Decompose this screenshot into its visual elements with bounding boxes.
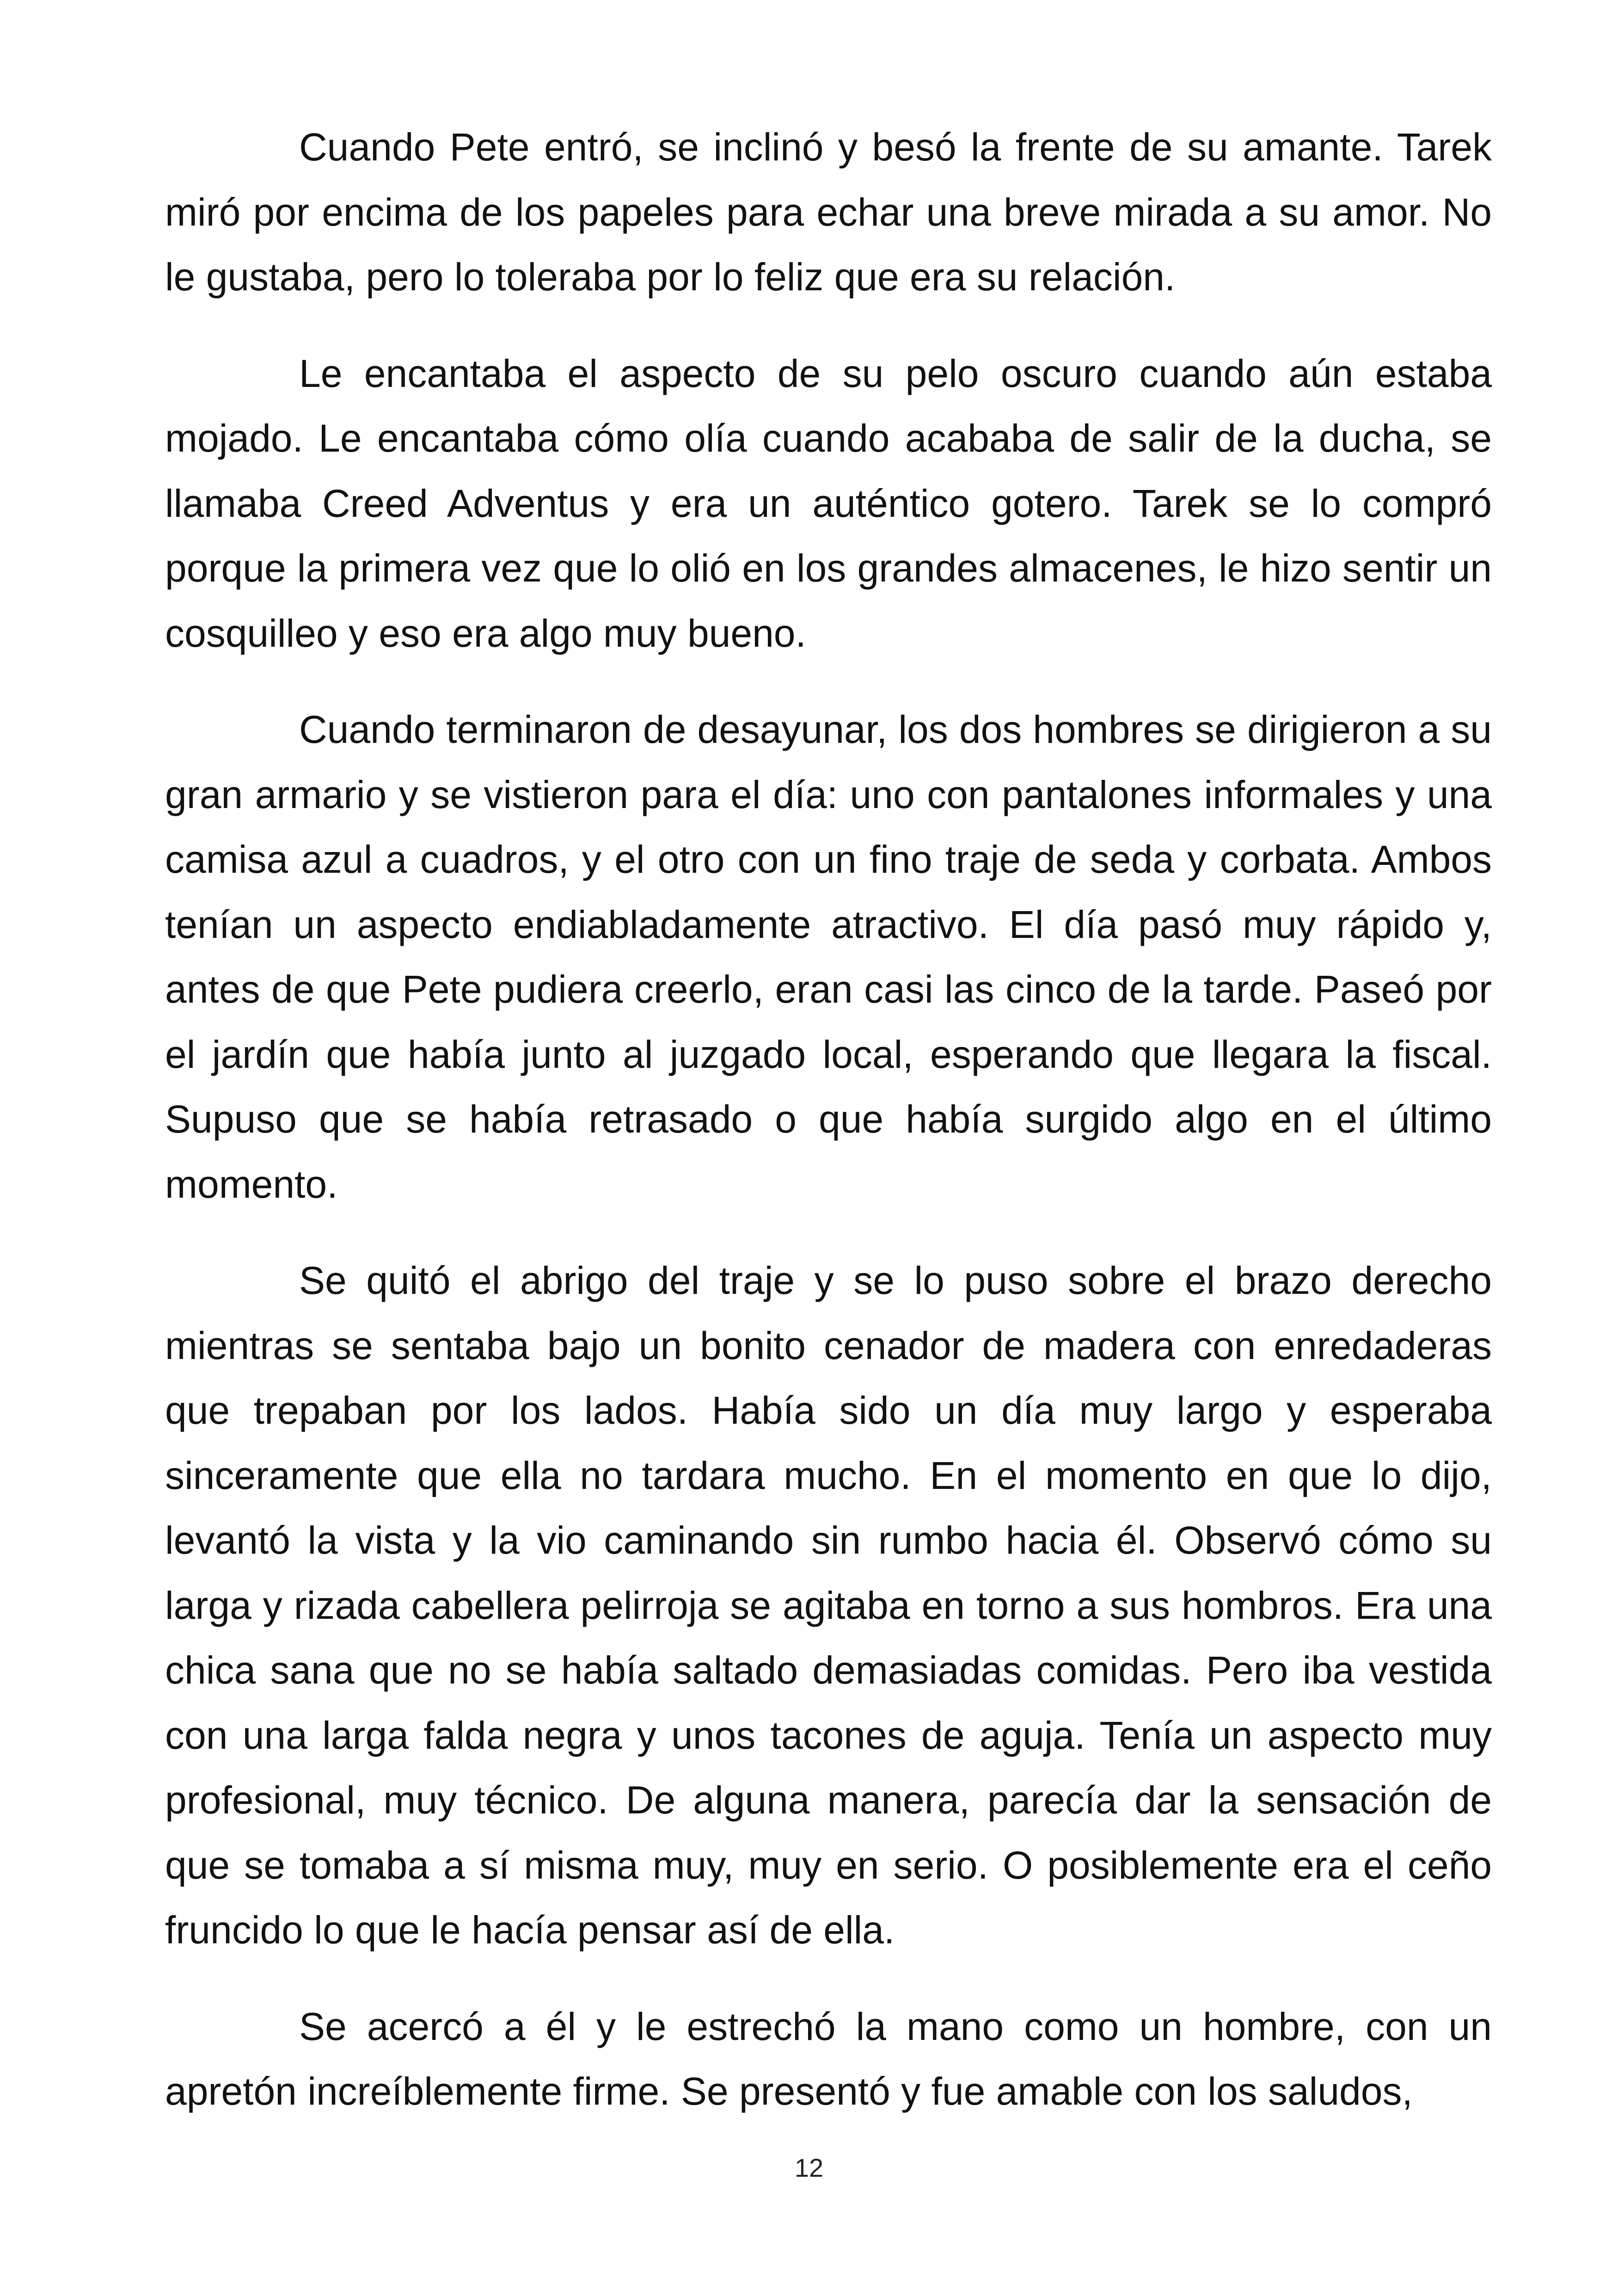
body-text: [165, 115, 1492, 2155]
paragraph: Cuando terminaron de desayunar, los dos hombres se dirigieron a su gran armario y se vistieron para el día: uno con pantalones informales y una camisa azul a cuadros, y el otro con un fino traje de seda y corbata. Ambos tenían un aspecto endiabladamente atractivo. El día pasó muy rápido y, antes de que Pete pudiera creerlo, eran casi las cinco de la tarde. Paseó por el jardín que había junto al juzgado local, esperando que llegara la fiscal. Supuso que se había retrasado o que había surgido algo en el último momento.: [165, 708, 1492, 1206]
paragraph: Se acercó a él y le estrechó la mano como un hombre, con un apretón increíblemente firme. Se presentó y fue amable con los saludos,: [165, 2004, 1492, 2113]
page-number: 12: [794, 2153, 824, 2182]
paragraph: Cuando Pete entró, se inclinó y besó la frente de su amante. Tarek miró por encima de los papeles para echar una breve mirada a su amor. No le gustaba, pero lo toleraba por lo feliz que era su relación.: [165, 125, 1492, 299]
paragraph: Se quitó el abrigo del traje y se lo puso sobre el brazo derecho mientras se sentaba bajo un bonito cenador de madera con enredaderas que trepaban por los lados. Había sido un día muy largo y esperaba sinceramente que ella no tardara mucho. En el momento en que lo dijo, levantó la vista y la vio caminando sin rumbo hacia él. Observó cómo su larga y rizada cabellera pelirroja se agitaba en torno a sus hombros. Era una chica sana que no se había saltado demasiadas comidas. Pero iba vestida con una larga falda negra y unos tacones de aguja. Tenía un aspecto muy profesional, muy técnico. De alguna manera, parecía dar la sensación de que se tomaba a sí misma muy, muy en serio. O posiblemente era el ceño fruncido lo que le hacía pensar así de ella.: [165, 1259, 1492, 1952]
paragraph: Le encantaba el aspecto de su pelo oscuro cuando aún estaba mojado. Le encantaba cómo olía cuando acababa de salir de la ducha, se llamaba Creed Adventus y era un auténtico gotero. Tarek se lo compró porque la primera vez que lo olió en los grandes almacenes, le hizo sentir un cosquilleo y eso era algo muy bueno.: [165, 351, 1492, 655]
